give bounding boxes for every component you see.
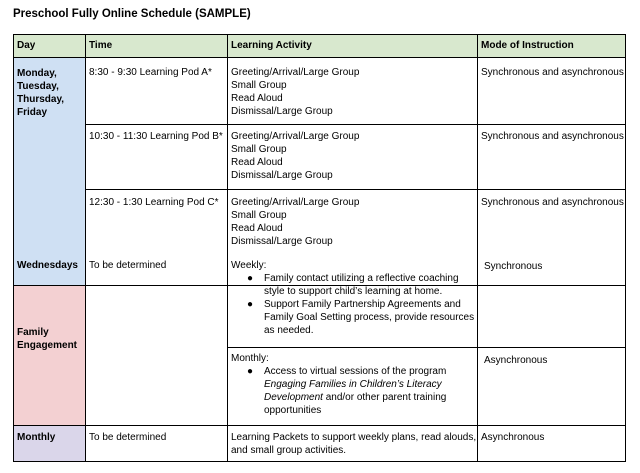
weekly-activity: Weekly: ● Family contact utilizing a reflective coaching style to support child’s learning at home. ● Support Family Partnership Agreements and Family Goal Setting process, provide resources as needed. [231,259,479,337]
wednesday-day-label: Wednesdays [17,260,78,271]
monthly-activity: Monthly: ● Access to virtual sessions of the program Engaging Families in Children’s Literacy Development and/or other parent training opportunities [231,352,479,417]
header-activity: Learning Activity [231,40,312,51]
column-divider [477,34,478,462]
row-divider [227,347,626,348]
schedule-table [13,34,626,462]
row-divider [13,285,626,286]
row-divider [13,425,626,426]
pod-a-mode: Synchronous and asynchronous [481,67,624,78]
list-item: ● Access to virtual sessions of the program Engaging Families in Children’s Literacy Development and/or other parent training opportunities [247,366,447,416]
page-title: Preschool Fully Online Schedule (SAMPLE) [13,8,251,20]
pod-a-activities: Greeting/Arrival/Large Group Small Group Read Aloud Dismissal/Large Group [231,67,360,117]
monthly-session-mode: Asynchronous [484,355,548,366]
bullet-icon: ● [247,273,254,284]
weekday-day-label: Monday, Tuesday, Thursday, Friday [17,68,65,118]
monthly-row-mode: Asynchronous [481,432,545,443]
list-item: ● Support Family Partnership Agreements and Family Goal Setting process, provide resources as needed. [247,299,475,336]
monthly-time: To be determined [89,432,167,443]
pod-b-time: 10:30 - 11:30 Learning Pod B* [89,131,223,142]
family-engagement-label: Family Engagement [17,327,78,351]
column-divider [227,34,228,462]
list-item: ● Family contact utilizing a reflective coaching style to support child’s learning at home. [247,273,459,297]
pod-a-time: 8:30 - 9:30 Learning Pod A* [89,67,212,78]
header-time: Time [89,40,113,51]
table-border-right [625,34,626,462]
bullet-icon: ● [247,366,254,377]
pod-b-mode: Synchronous and asynchronous [481,131,624,142]
bullet-icon: ● [247,299,254,310]
table-border-bottom [13,461,626,462]
row-divider [85,189,626,190]
wednesday-day-cell [13,285,85,425]
header-mode: Mode of Instruction [481,40,574,51]
weekly-mode: Synchronous [484,261,543,272]
row-divider [85,124,626,125]
monthly-day-label: Monthly [17,432,56,443]
pod-c-time: 12:30 - 1:30 Learning Pod C* [89,197,219,208]
header-day: Day [17,40,36,51]
pod-c-activities: Greeting/Arrival/Large Group Small Group Read Aloud Dismissal/Large Group [231,197,360,247]
pod-b-activities: Greeting/Arrival/Large Group Small Group Read Aloud Dismissal/Large Group [231,131,360,181]
row-divider [13,57,626,58]
wednesday-time: To be determined [89,260,167,271]
pod-c-mode: Synchronous and asynchronous [481,197,624,208]
table-border-top [13,34,626,35]
column-divider [85,34,86,462]
table-border-left [13,34,14,462]
monthly-row-activity: Learning Packets to support weekly plans, read alouds, and small group activities. [231,432,477,456]
